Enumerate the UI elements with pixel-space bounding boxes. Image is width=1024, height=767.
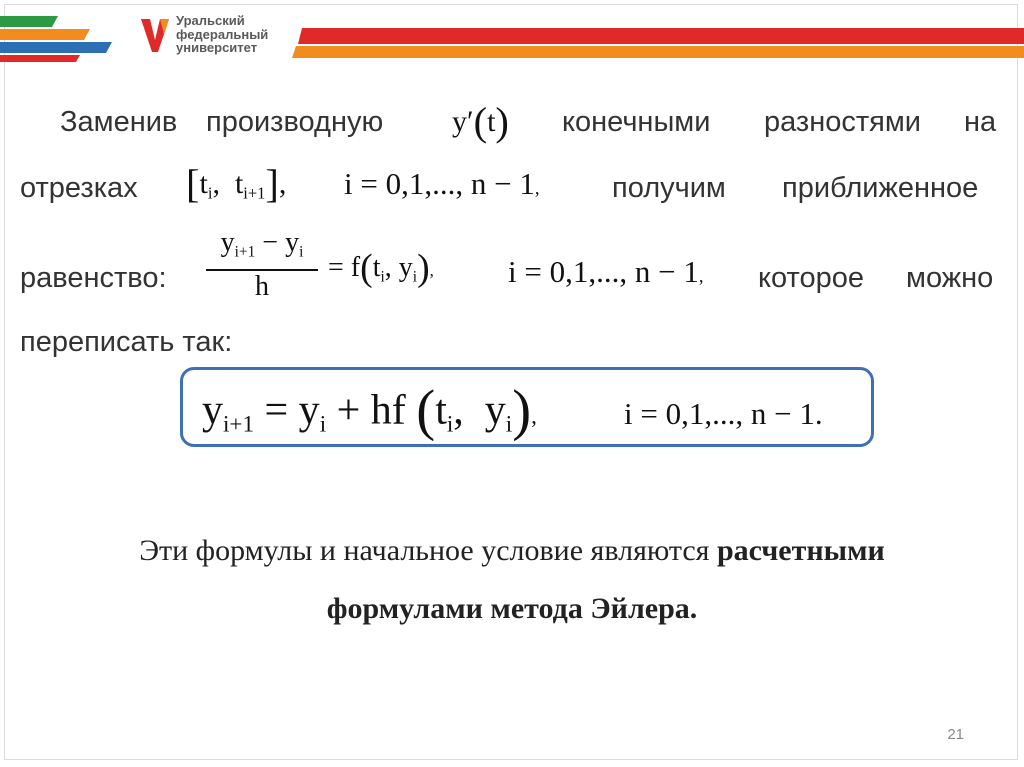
stripe-orange-right	[292, 46, 1024, 58]
range-after-2: ,	[698, 266, 704, 287]
formula-t: t	[435, 387, 447, 434]
stripe-red-left	[0, 55, 80, 62]
formula-comma: ,	[453, 387, 464, 434]
range-expr-1: i = 0,1,..., n − 1	[344, 166, 535, 201]
line1-word2: производную	[206, 106, 384, 138]
num-y2-sub: i	[299, 243, 304, 261]
university-logo-text	[176, 14, 268, 55]
segment-expression: [$t_i$, $t_{i+1}$],	[186, 161, 287, 206]
logo-line-3: университет	[176, 40, 258, 55]
conclusion-line-2: формулами метода Эйлера.	[326, 592, 698, 625]
rhs-t-sub: i	[380, 268, 385, 286]
derivative-t: t	[487, 104, 496, 138]
page-number: 21	[947, 726, 964, 743]
fraction	[206, 228, 318, 303]
rhs-t: t	[372, 252, 381, 284]
formula-end: .	[814, 396, 823, 431]
segment-t2: t	[234, 166, 244, 200]
formula-range-expression	[624, 396, 823, 432]
conclusion-bold-1: расчетными	[716, 534, 885, 567]
formula-y2-sub: i	[505, 410, 513, 437]
conclusion-regular: Эти формулы и начальное условие являются	[139, 534, 710, 567]
euler-formula: $y_{i+1} = y_i$ + hf ($t_i$, $y_i$),	[202, 379, 537, 442]
segment-t2-sub: i+1	[243, 183, 266, 203]
line1-word5: на	[964, 106, 997, 138]
line1-word3: конечными	[562, 106, 711, 138]
logo-line-1: Уральский	[176, 13, 245, 28]
formula-lhs-y: y	[202, 387, 223, 434]
line1-word1: Заменив	[60, 106, 178, 138]
formula-t-sub: i	[446, 410, 454, 437]
range-expr-2: i = 0,1,..., n − 1	[508, 254, 699, 289]
rhs-y-sub: i	[412, 268, 418, 286]
num-y1-sub: i+1	[234, 243, 256, 261]
num-y1: y	[220, 227, 235, 258]
logo-line-2: федеральный	[176, 26, 269, 42]
conclusion-line-1	[0, 534, 1024, 568]
range-after-1: ,	[534, 178, 540, 199]
line3-word1: равенство:	[20, 262, 167, 294]
formula-range: i = 0,1,..., n − 1	[624, 396, 815, 431]
line3-word2: которое	[758, 262, 864, 294]
stripe-blue	[0, 42, 112, 53]
rhs-y: y	[398, 252, 413, 284]
segment-comma: ,	[212, 166, 220, 200]
line1-word4: разностями	[764, 106, 921, 138]
fraction-numerator	[206, 228, 318, 271]
line2-word1: отрезках	[20, 172, 138, 204]
num-minus: −	[262, 227, 279, 258]
formula-plus-hf: + hf	[336, 387, 406, 434]
segment-after: ,	[278, 166, 287, 200]
formula-eq: = y	[264, 387, 320, 434]
formula-lhs-sub: i+1	[223, 410, 254, 437]
rhs-after: ,	[429, 261, 434, 281]
fraction-denominator: h	[255, 271, 269, 303]
num-y2: y	[285, 227, 300, 258]
rhs-eq-f: = f	[328, 252, 361, 284]
line2-word2: получим	[612, 172, 726, 204]
range-expression-2	[508, 254, 704, 290]
line3-word3: можно	[906, 262, 994, 294]
derivative-y: y′	[452, 104, 474, 138]
formula-y-sub: i	[319, 410, 327, 437]
rhs-expression: = $f(t_i$, $y_i$),	[328, 247, 434, 289]
segment-t1-sub: i	[207, 183, 213, 203]
rhs-comma: ,	[384, 252, 392, 284]
stripe-green	[0, 16, 58, 27]
line4: переписать так:	[20, 326, 233, 358]
university-logo-icon	[138, 16, 172, 54]
range-expression-1	[344, 166, 540, 202]
line2-word3: приближенное	[782, 172, 979, 204]
stripe-orange-left	[0, 29, 90, 40]
formula-y2: y	[484, 387, 506, 434]
derivative-expression: y′(t)	[452, 99, 509, 144]
formula-after: ,	[531, 402, 537, 429]
stripe-red-right	[298, 28, 1024, 44]
segment-t1: t	[199, 166, 208, 200]
